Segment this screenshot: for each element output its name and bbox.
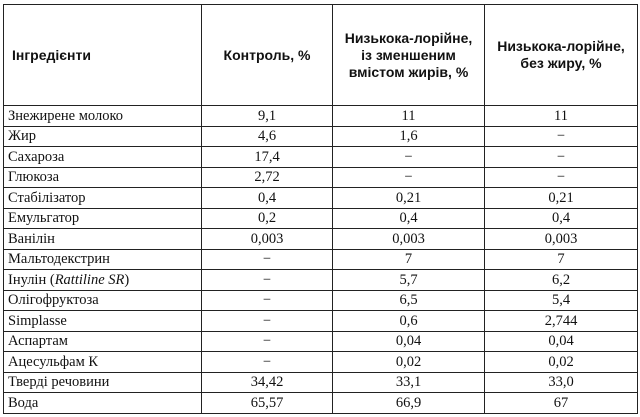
table-row bbox=[4, 167, 638, 188]
control-value: 65,57 bbox=[202, 393, 333, 414]
header-low-cal-reduced-fat: Низькока-лорійне, із зменшеним вмістом жирів, % bbox=[333, 5, 485, 106]
ingredient-name-italic: Rattiline SR bbox=[54, 271, 125, 288]
reduced-fat-value: 0,003 bbox=[333, 229, 485, 250]
reduced-fat-value: 0,4 bbox=[333, 208, 485, 229]
control-value: − bbox=[202, 352, 333, 373]
control-value: − bbox=[202, 249, 333, 270]
fat-free-value: 7 bbox=[485, 249, 638, 270]
reduced-fat-value: 0,02 bbox=[333, 352, 485, 373]
fat-free-value: − bbox=[485, 167, 638, 188]
fat-free-value: 2,744 bbox=[485, 311, 638, 332]
reduced-fat-value: 5,7 bbox=[333, 270, 485, 291]
table-row bbox=[4, 229, 638, 250]
fat-free-value: 0,4 bbox=[485, 208, 638, 229]
table-row bbox=[4, 331, 638, 352]
control-value: 0,003 bbox=[202, 229, 333, 250]
ingredient-name: Мальтодекстрин bbox=[4, 249, 202, 270]
ingredient-name bbox=[4, 270, 202, 291]
table-row bbox=[4, 106, 638, 127]
ingredient-name: Сахароза bbox=[4, 147, 202, 168]
fat-free-value: 6,2 bbox=[485, 270, 638, 291]
ingredient-name: Олігофруктоза bbox=[4, 290, 202, 311]
fat-free-value: 67 bbox=[485, 393, 638, 414]
reduced-fat-value: 33,1 bbox=[333, 372, 485, 393]
table-row bbox=[4, 126, 638, 147]
control-value: 34,42 bbox=[202, 372, 333, 393]
reduced-fat-value: − bbox=[333, 167, 485, 188]
table-row bbox=[4, 393, 638, 414]
control-value: − bbox=[202, 331, 333, 352]
control-value: 0,2 bbox=[202, 208, 333, 229]
ingredient-name-prefix: Інулін ( bbox=[8, 271, 55, 288]
ingredient-name: Знежирене молоко bbox=[4, 106, 202, 127]
fat-free-value: 0,04 bbox=[485, 331, 638, 352]
fat-free-value: 5,4 bbox=[485, 290, 638, 311]
header-low-cal-fat-free: Низькока-лорійне, без жиру, % bbox=[485, 5, 638, 106]
ingredient-name: Ванілін bbox=[4, 229, 202, 250]
reduced-fat-value: 6,5 bbox=[333, 290, 485, 311]
ingredient-name: Тверді речовини bbox=[4, 372, 202, 393]
fat-free-value: 11 bbox=[485, 106, 638, 127]
fat-free-value: 0,003 bbox=[485, 229, 638, 250]
control-value: 2,72 bbox=[202, 167, 333, 188]
table-row bbox=[4, 311, 638, 332]
fat-free-value: 0,21 bbox=[485, 188, 638, 209]
table-row bbox=[4, 352, 638, 373]
ingredient-name: Емульгатор bbox=[4, 208, 202, 229]
control-value: − bbox=[202, 270, 333, 291]
ingredient-name: Вода bbox=[4, 393, 202, 414]
control-value: − bbox=[202, 290, 333, 311]
header-control: Контроль, % bbox=[202, 5, 333, 106]
reduced-fat-value: 0,6 bbox=[333, 311, 485, 332]
fat-free-value: 0,02 bbox=[485, 352, 638, 373]
ingredient-name: Ацесульфам К bbox=[4, 352, 202, 373]
ingredient-name: Simplasse bbox=[4, 311, 202, 332]
ingredient-name: Жир bbox=[4, 126, 202, 147]
table-row bbox=[4, 270, 638, 291]
control-value: 4,6 bbox=[202, 126, 333, 147]
table-row bbox=[4, 188, 638, 209]
control-value: − bbox=[202, 311, 333, 332]
reduced-fat-value: 7 bbox=[333, 249, 485, 270]
reduced-fat-value: 0,21 bbox=[333, 188, 485, 209]
reduced-fat-value: 66,9 bbox=[333, 393, 485, 414]
ingredient-name: Глюкоза bbox=[4, 167, 202, 188]
ingredients-table bbox=[3, 4, 638, 414]
table-row bbox=[4, 290, 638, 311]
control-value: 0,4 bbox=[202, 188, 333, 209]
ingredient-name: Аспартам bbox=[4, 331, 202, 352]
header-ingredients: Інгредієнти bbox=[4, 5, 202, 106]
fat-free-value: − bbox=[485, 147, 638, 168]
fat-free-value: 33,0 bbox=[485, 372, 638, 393]
table-row bbox=[4, 372, 638, 393]
reduced-fat-value: 11 bbox=[333, 106, 485, 127]
table-row bbox=[4, 208, 638, 229]
ingredient-name: Стабілізатор bbox=[4, 188, 202, 209]
header-row bbox=[4, 5, 638, 106]
table-row bbox=[4, 147, 638, 168]
control-value: 17,4 bbox=[202, 147, 333, 168]
reduced-fat-value: 1,6 bbox=[333, 126, 485, 147]
table-row bbox=[4, 249, 638, 270]
reduced-fat-value: − bbox=[333, 147, 485, 168]
fat-free-value: − bbox=[485, 126, 638, 147]
reduced-fat-value: 0,04 bbox=[333, 331, 485, 352]
ingredient-name-suffix: ) bbox=[124, 271, 130, 288]
control-value: 9,1 bbox=[202, 106, 333, 127]
